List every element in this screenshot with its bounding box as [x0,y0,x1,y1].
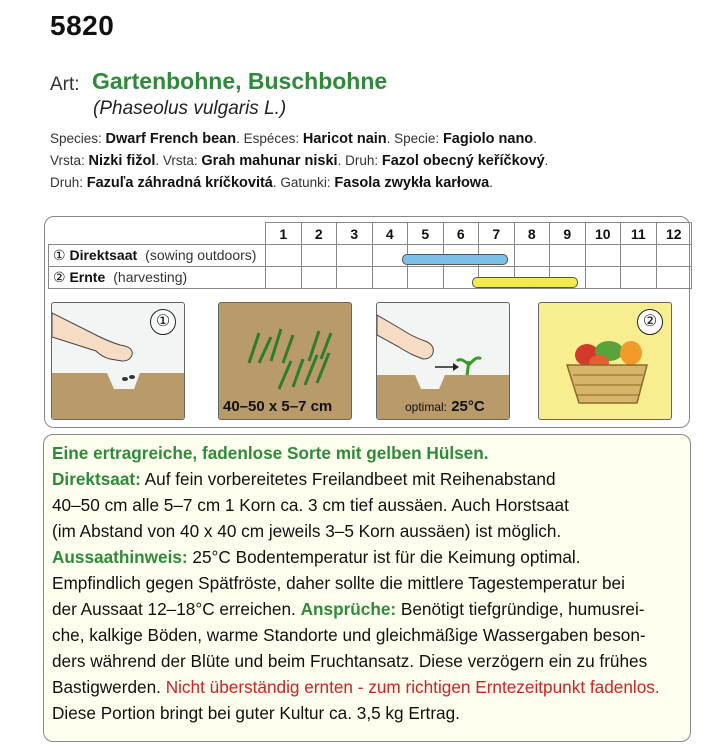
temperature-label [405,398,485,415]
month-7: 7 [479,223,515,245]
optimal-temp: 25°C [451,398,485,415]
yield-text: Diese Portion bringt bei guter Kultur ca. 3,5 kg Ertrag. [52,703,460,723]
lang-label: . Druh: [337,153,382,168]
lang-value: Fagiolo nano [442,131,534,147]
row-en: (sowing outdoors) [145,247,257,263]
month-9: 9 [550,223,586,245]
sowing-period-bar [402,254,508,265]
headline: Eine ertragreiche, fadenlose Sorte mit gelben Hülsen. [52,443,489,463]
step-1-badge: ① [150,309,176,335]
lang-value: Grah mahunar niski [201,153,338,169]
lang-label: Species: [50,131,106,146]
lang-label: . Specie: [386,131,443,146]
lang-value: Dwarf French bean [105,131,237,147]
text-line: Bastigwerden. [52,677,161,697]
row-label-harvest [49,267,266,289]
lang-label: . [544,153,549,168]
row-name: Ernte [69,269,106,285]
lang-label: . [533,131,537,146]
lang-value: Fazuľa záhradná kríčkovitá [86,175,273,191]
latin-name: (Phaseolus vulgaris L.) [93,98,287,119]
month-6: 6 [443,223,479,245]
lang-label: . [489,175,493,190]
text-line: Empfindlich gegen Spätfröste, daher sollte die mittlere Tagestemperatur bei [52,573,625,593]
month-3: 3 [337,223,373,245]
month-11: 11 [621,223,657,245]
sowing-illustration [51,302,185,420]
lang-label: Vrsta: [50,153,89,168]
month-8: 8 [514,223,550,245]
row-en: (harvesting) [113,269,188,285]
text-ansprueche: Benötigt tiefgründige, humusrei- [400,599,645,619]
lang-value: Nizki fižol [88,153,156,169]
month-12: 12 [656,223,692,245]
month-4: 4 [372,223,408,245]
optimal-prefix: optimal: [405,400,448,414]
translation-line-2 [50,153,548,169]
lang-label: . Vrsta: [155,153,202,168]
translation-line-3 [50,175,493,191]
text-line: 40–50 cm alle 5–7 cm 1 Korn ca. 3 cm tief aussäen. Auch Horstsaat [52,495,569,515]
text-aussaathinweis: 25°C Bodentemperatur ist für die Keimung optimal. [192,547,581,567]
translation-line-1 [50,131,537,147]
art-label: Art: [50,74,80,95]
step-2-badge: ② [637,309,663,335]
heading-ansprueche: Ansprüche: [300,599,397,619]
text-line: ders während der Blüte und beim Fruchtansatz. Diese verzögern ein zu frühes [52,651,648,671]
text-line: (im Abstand von 40 x 40 cm jeweils 3–5 Korn aussäen) ist möglich. [52,521,562,541]
description-text [52,440,688,726]
sowing-calendar [48,222,692,289]
spacing-illustration [218,302,352,420]
month-2: 2 [301,223,337,245]
harvest-warning: Nicht überständig ernten - zum richtigen Erntezeitpunkt fadenlos. [165,677,660,697]
lang-value: Fasola zwykła karłowa [334,175,490,191]
lang-label: . Espéces: [236,131,303,146]
harvest-illustration [538,302,672,420]
row-num: ① [53,247,66,263]
row-label-sowing [49,245,266,267]
spacing-label: 40–50 x 5–7 cm [223,398,333,415]
text-direktsaat: Auf fein vorbereitetes Freilandbeet mit Reihenabstand [144,469,556,489]
product-code: 5820 [50,10,115,41]
heading-aussaathinweis: Aussaathinweis: [52,547,188,567]
text-line: der Aussaat 12–18°C erreichen. [52,599,296,619]
row-num: ② [53,269,66,285]
lang-label: Druh: [50,175,87,190]
lang-label: . Gatunki: [272,175,335,190]
germination-illustration [376,302,510,420]
harvest-period-bar [472,277,578,288]
row-name: Direktsaat [69,247,138,263]
month-5: 5 [408,223,444,245]
lang-value: Fazol obecný keříčkový [381,153,545,169]
heading-direktsaat: Direktsaat: [52,469,141,489]
month-1: 1 [266,223,302,245]
plant-title: Gartenbohne, Buschbohne [92,68,388,94]
lang-value: Haricot nain [302,131,387,147]
month-10: 10 [585,223,621,245]
text-line: che, kalkige Böden, warme Standorte und gleichmäßige Wassergaben beson- [52,625,646,645]
